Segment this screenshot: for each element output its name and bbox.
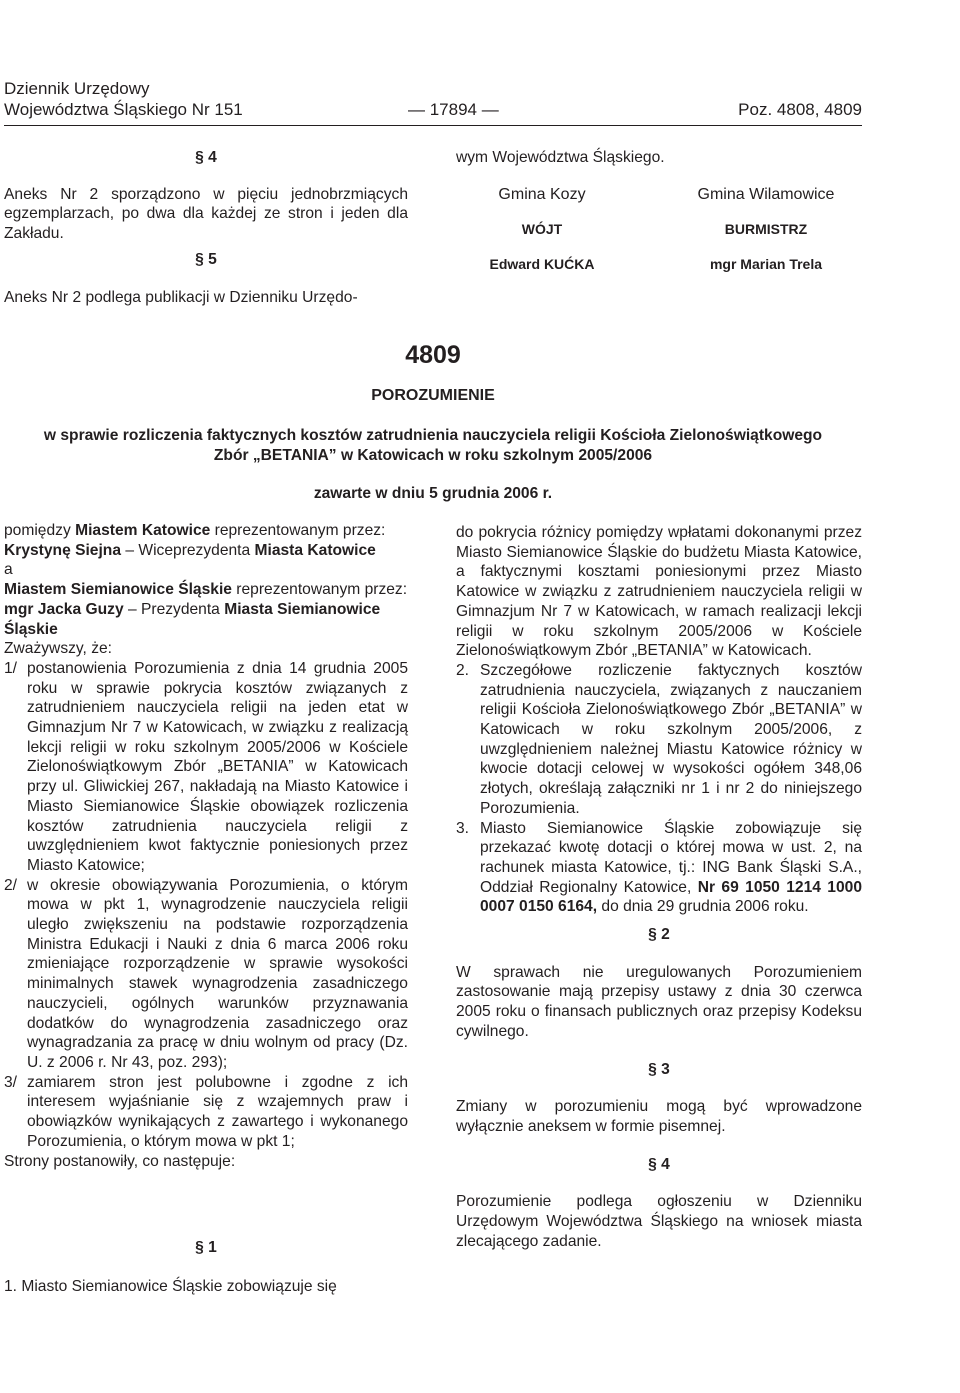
signature-right — [676, 185, 856, 273]
paragraph: W sprawach nie uregulowanych Porozumieniem zastosowanie mają przepisy ustawy z dnia 30 czerwca 2005 roku o finansach publicznych oraz przepisy Kodeksu cywilnego. — [456, 963, 862, 1040]
rep2 — [4, 600, 408, 639]
act-number: 4809 — [405, 341, 461, 369]
list-item — [4, 876, 408, 1073]
left-column — [4, 521, 408, 1171]
party1 — [4, 521, 408, 541]
journal-title-line1: Dziennik Urzędowy — [4, 79, 150, 98]
section-sign: § 3 — [648, 1060, 670, 1078]
act-subtitle-line1: w sprawie rozliczenia faktycznych kosztów zatrudnienia nauczyciela religii Kościoła Zielonoświątkowego — [43, 427, 823, 444]
position-number: Poz. 4808, 4809 — [738, 100, 862, 119]
agreed: Strony postanowiły, co następuje: — [4, 1152, 236, 1170]
party2-name: Miastem Siemianowice Śląskie — [4, 581, 232, 599]
list-number: 3. — [456, 819, 470, 837]
act-date: zawarte w dniu 5 grudnia 2006 r. — [313, 485, 553, 502]
party1-pre: pomiędzy — [4, 522, 71, 539]
list-item — [4, 659, 408, 876]
list-text-end: do dnia 29 grudnia 2006 roku. — [601, 898, 809, 916]
list-number: 3/ — [4, 1073, 18, 1091]
paragraph: Aneks Nr 2 sporządzono w pięciu jednobrzmiących egzemplarzach, po dwa dla każdej ze stron i jeden dla Zakładu. — [4, 185, 408, 243]
list-number: 1/ — [4, 659, 18, 677]
rep1-mid: – Wiceprezydenta — [125, 541, 251, 559]
section-sign: § 4 — [648, 1155, 670, 1173]
section-sign: § 2 — [648, 926, 670, 944]
point1-start: 1. Miasto Siemianowice Śląskie zobowiązuje się — [4, 1278, 337, 1295]
paragraph: Aneks Nr 2 podlega publikacji w Dzienniku Urzędo- — [4, 288, 358, 306]
rep2-name: mgr Jacka Guzy — [4, 600, 124, 618]
list-number: 2/ — [4, 876, 18, 894]
header-rule — [4, 125, 862, 126]
signature-left — [440, 185, 644, 273]
signature-gmina: Gmina Kozy — [498, 186, 586, 203]
signature-name: Edward KUĆKA — [489, 256, 595, 272]
list-text: Szczegółowe rozliczenie faktycznych kosztów zatrudnienia nauczyciela, związanych z nauczaniem religii Kościoła Zielonoświątkowego Zbór „BETANIA” w Katowicach w roku szkolnym 2005/2006, z uwzględnieniem należnej Miastu Katowice różnicy w kwocie dotacji celowej w wysokości ogółem 348,06 złotych, określają załączniki nr 1 i nr 2 do niniejszego Porozumienia. — [480, 661, 862, 817]
party1-post: reprezentowanym przez: — [214, 522, 386, 539]
act-title: POROZUMIENIE — [371, 387, 495, 404]
list-item — [456, 819, 862, 918]
signature-role: WÓJT — [521, 221, 563, 237]
signature-gmina: Gmina Wilamowice — [697, 186, 835, 203]
list-item — [456, 661, 862, 819]
prev-act-left — [4, 148, 408, 307]
list-item — [4, 1073, 408, 1152]
list-text: Miasto Siemianowice Śląskie zobowiązuje się przekazać kwotę dotacji o której mowa w ust. 2, na rachunek miasta Katowice, tj.: ING Bank Śląski S.A., Oddział Regionalny Katowice, — [480, 819, 862, 896]
bank-account: Nr 69 1050 1214 1000 0007 0150 6164, — [480, 878, 862, 916]
journal-title-line2: Województwa Śląskiego Nr 151 — [4, 100, 243, 119]
whereas: Zważywszy, że: — [4, 640, 113, 658]
rep1-org: Miasta Katowice — [254, 541, 376, 559]
journal-title — [4, 78, 243, 120]
paragraph: Zmiany w porozumieniu mogą być wprowadzone wyłącznie aneksem w formie pisemnej. — [456, 1098, 862, 1135]
party2-post: reprezentowanym przez: — [236, 581, 408, 599]
signature-role: BURMISTRZ — [724, 221, 808, 237]
paragraph: wym Województwa Śląskiego. — [456, 149, 665, 166]
rep2-mid: – Prezydenta — [127, 600, 220, 618]
list-number: 2. — [456, 661, 470, 679]
prev-act-right — [456, 148, 862, 168]
page-number: — 17894 — — [408, 100, 499, 119]
rep1 — [4, 541, 408, 561]
signature-name: mgr Marian Trela — [709, 256, 823, 272]
section-sign: § 5 — [195, 250, 217, 268]
party1-name: Miastem Katowice — [75, 522, 211, 539]
rep1-name: Krystynę Siejna — [4, 541, 122, 559]
list-text: zamiarem stron jest polubowne i zgodne z ich interesem wyjaśnianie się z wzajemnych praw i obowiązków wynikających z zawartego i wykonanego Porozumienia, o którym mowa w pkt 1; — [27, 1073, 408, 1150]
rep2-org: Miasta Siemianowice Śląskie — [4, 600, 381, 638]
list-text: postanowienia Porozumienia z dnia 14 grudnia 2005 roku w sprawie pokrycia kosztów związanych z zatrudnieniem nauczyciela religii na jeden etat w Gimnazjum Nr 7 w Katowicach, w związku z realizacją lekcji religii w roku szkolnym 2005/2006 w Kościele Zielonoświątkowym Zbór „BETANIA” w Katowicach przy ul. Gliwickiej 267, nakładają na Miasto Katowice i Miasto Siemianowice Śląskie obowiązek rozliczenia kosztów zatrudnienia nauczyciela religii z uwzględnieniem kwot faktycznie poniesionych przez Miasto Katowice; — [27, 659, 408, 874]
act-subtitle — [0, 426, 866, 466]
paragraph: Porozumienie podlega ogłoszeniu w Dzienniku Urzędowym Województwa Śląskiego na wniosek miasta zlecającego zadanie. — [456, 1193, 862, 1250]
point1-continuation: do pokrycia różnicy pomiędzy wpłatami dokonanymi przez Miasto Siemianowice Śląskie do budżetu Miasta Katowice, a faktycznymi kosztami poniesionymi przez Miasto Katowice w związku z zatrudnieniem nauczyciela religii w Gimnazjum Nr 7 w Katowicach, w ramach realizacji lekcji religii w roku szkolnym 2005/2006 w Kościele Zielonoświątkowym Zbór „BETANIA” w Katowicach. — [456, 524, 862, 660]
section-sign: § 1 — [195, 1239, 217, 1256]
right-column — [456, 523, 862, 1252]
section-sign: § 4 — [195, 149, 217, 166]
act-subtitle-line2: Zbór „BETANIA” w Katowicach w roku szkolnym 2005/2006 — [213, 447, 653, 464]
party2 — [4, 580, 408, 600]
conjunction: a — [4, 561, 13, 579]
list-text: w okresie obowiązywania Porozumienia, o którym mowa w pkt 1, wynagrodzenie nauczyciela religii uległo zwiększeniu na podstawie rozporządzenia Ministra Edukacji i Nauki z dnia 6 marca 2006 roku zmieniające rozporządzenie w sprawie wysokości minimalnych stawek wynagrodzenia zasadniczego nauczycieli, ogólnych warunków przyznawania dodatków do wynagrodzenia zasadniczego oraz wynagradzania za pracę w dniu wolnym od pracy (Dz. U. z 2006 r. Nr 43, poz. 293); — [27, 876, 408, 1071]
